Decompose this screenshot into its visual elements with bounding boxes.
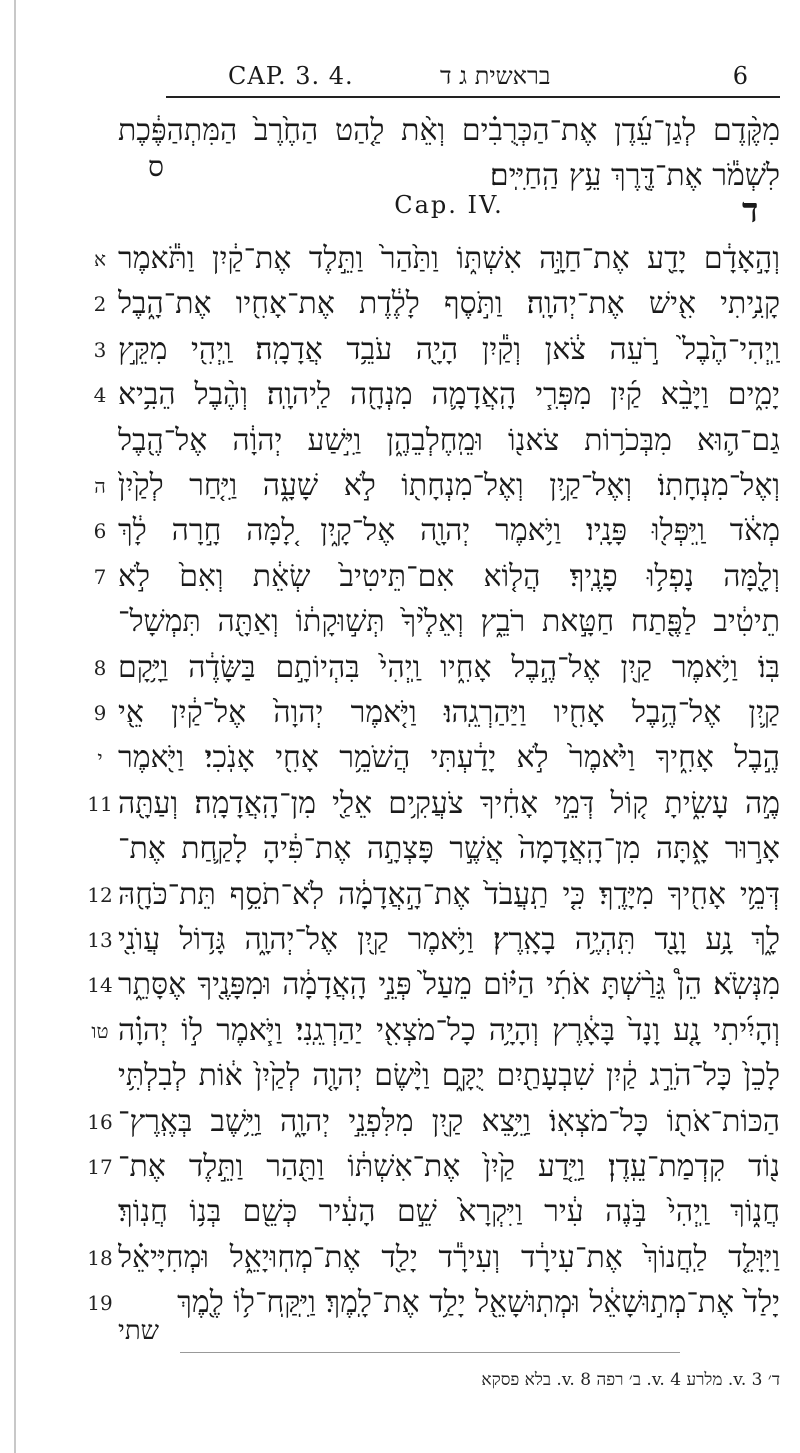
text-line: מִקֶּ֨דֶם לְגַן־עֵ֜דֶן אֶת־הַכְּרֻבִ֗ים וְאֵ֨ת לַ֤הַט הַחֶ֙רֶב֙ הַמִּתְהַפֶּ֔כֶת xyxy=(118,113,780,148)
verse-line: קָנִ֥יתִי אִ֖ישׁ אֶת־יְהוָֽה׃ וַתֹּ֣סֶף לָלֶ֔דֶת אֶת־אָחִ֖יו אֶת־הָ֑בֶל xyxy=(118,286,780,321)
header-rule xyxy=(166,96,780,98)
running-head-hebrew: בראשית ג ד xyxy=(440,62,551,90)
verse-number: י xyxy=(97,746,103,770)
verse-line: חֲנ֑וֹךְ וַֽיְהִי֙ בֹּ֣נֶה עִ֔יר וַיִּקְרָא֙ שֵׁ֣ם הָעִ֔יר כְּשֵׁ֖ם בְּנ֥וֹ חֲנֽוֹךְ׃ xyxy=(118,1194,780,1229)
verse-number: 16 xyxy=(87,1110,113,1134)
page-edge xyxy=(0,0,22,1453)
verse-line: דְּמֵ֥י אָחִ֖יךָ מִיָּדֶֽךָ׃ כִּ֤י תַֽעֲבֹד֙ אֶת־הָ֣אֲדָמָ֔ה לֹֽא־תֹסֵ֥ף תֵּת־כֹּחָ֖הּ xyxy=(118,877,780,912)
footnote-rule xyxy=(180,1352,680,1353)
verse-line: בּֽוֹ׃ וַיֹּ֥אמֶר קַ֖יִן אֶל־הֶ֣בֶל אָחִ֑יו וַֽיְהִי֙ בִּהְיוֹתָ֣ם בַּשָּׂדֶ֔ה וַיָּ֥קָם xyxy=(118,650,780,685)
carryover-text xyxy=(118,108,780,198)
verse-line: תֵיטִ֔יב לַפֶּ֖תַח חַטָּ֣את רֹבֵ֑ץ וְאֵלֶ֙יךָ֙ תְּשׁ֣וּקָת֔וֹ וְאַתָּ֖ה תִּמְשָׁל־ xyxy=(118,604,780,639)
running-head-cap: CAP. 3. 4. xyxy=(228,62,354,90)
verse-number: 11 xyxy=(87,792,113,816)
running-head xyxy=(150,62,748,94)
footnote: ד׳ v. 3. מלרע v. 4. ב׳ רפה v. 8. בלא פסקא xyxy=(481,1370,780,1390)
verse-line: וַֽיְהִי־הֶ֙בֶל֙ רֹ֣עֵה צֹ֔אן וְקַ֕יִן הָיָ֖ה עֹבֵ֥ד אֲדָמָֽה׃ וַֽיְהִ֖י מִקֵּ֣ץ xyxy=(118,332,780,367)
verse-number: טו xyxy=(91,1019,109,1043)
verse-number: 19 xyxy=(87,1291,113,1315)
verse-line: מֶ֣ה עָשִׂ֑יתָ ק֚וֹל דְּמֵ֣י אָחִ֔יךָ צֹעֲקִ֥ים אֵלַ֖י מִן־הָֽאֲדָמָֽה׃ וְעַתָּ֖ה xyxy=(118,786,780,821)
verse-number: 12 xyxy=(87,883,113,907)
verse-number: א xyxy=(93,247,106,271)
verse-line: וְלָ֖מָּה נָפְל֥וּ פָנֶֽיךָ׃ הֲל֤וֹא אִם־תֵּיטִיב֙ שְׂאֵ֔ת וְאִם֙ לֹ֣א xyxy=(118,559,780,594)
verse-line: לָכֵן֙ כָּל־הֹרֵ֣ג קַ֔יִן שִׁבְעָתַ֖יִם יֻקָּ֑ם וַיָּ֨שֶׂם יְהוָ֤ה לְקַ֙יִן֙ א֔וֹת לְבִלְתִּ֥י xyxy=(118,1058,780,1093)
catchword: שתי xyxy=(118,1316,160,1346)
verse-line: וְהָיִ֜יתִי נָ֤ע וָנָד֙ בָּאָ֔רֶץ וְהָיָ֥ה כָל־מֹצְאִ֖י יַהַרְגֵֽנִי׃ וַיֹּ֧אמֶר ל֣וֹ יְהוָ֗ה xyxy=(118,1013,780,1048)
verse-number: 8 xyxy=(93,656,107,680)
verse-number: 18 xyxy=(87,1246,113,1270)
verse-line: וְאֶל־מִנְחָתֽוֹ׃ וְאֶל־קַ֥יִן וְאֶל־מִנְחָת֖וֹ לֹ֣א שָׁעָ֑ה וַיִּ֤חַר לְקַ֙יִן֙ xyxy=(118,468,780,503)
verse-line: גַם־ה֛וּא מִבְּכֹר֥וֹת צֹאנ֖וֹ וּמֵֽחֶלְבֵהֶ֑ן וַיִּ֣שַׁע יְהוָ֔ה אֶל־הֶ֖בֶל xyxy=(118,423,780,458)
verse-line: נ֖וֹד קִדְמַת־עֵֽדֶן׃ וַיֵּ֤דַע קַ֙יִן֙ אֶת־אִשְׁתּ֔וֹ וַתַּ֖הַר וַתֵּ֣לֶד אֶת־ xyxy=(118,1149,780,1184)
verse-line: הֶ֣בֶל אָחִ֑יךָ וַיֹּ֙אמֶר֙ לֹ֣א יָדַ֔עְתִּי הֲשֹׁמֵ֥ר אָחִ֖י אָנֹֽכִי׃ וַיֹּ֖אמֶר xyxy=(118,740,780,775)
verse-line: אָר֣וּר אָ֑תָּה מִן־הָֽאֲדָמָה֙ אֲשֶׁ֣ר פָּצְתָ֣ה אֶת־פִּ֔יהָ לָקַ֛חַת אֶת־ xyxy=(118,831,780,866)
verse-number: 17 xyxy=(87,1155,113,1179)
verse-number: 14 xyxy=(87,973,113,997)
chapter-letter: ד xyxy=(742,191,759,231)
setuma-mark: ס xyxy=(148,150,164,183)
verse-line: קַ֛יִן אֶל־הֶ֥בֶל אָחִ֖יו וַיַּהַרְגֵֽהוּ׃ וַיֹּ֤אמֶר יְהוָה֙ אֶל־קַ֔יִן אֵ֖י xyxy=(118,695,780,730)
chapter-heading: Cap. IV. xyxy=(394,191,504,219)
verse-number: 6 xyxy=(93,519,107,543)
page-number: 6 xyxy=(732,62,748,90)
verse-line: מְאֹ֔ד וַֽיִּפְּל֖וּ פָּנָֽיו׃ וַיֹּ֥אמֶר יְהוָ֖ה אֶל־קָ֑יִן לָ֚מָּה חָ֣רָה לָ֔ךְ xyxy=(118,513,780,548)
verse-line: מִנְּשֹֽׂא׃ הֵן֩ גֵּרַ֨שְׁתָּ אֹתִ֜י הַיּ֗וֹם מֵעַל֙ פְּנֵ֣י הָֽאֲדָמָ֔ה וּמִפָּנֶ֖יךָ אֶסָּתֵ֑ר xyxy=(118,967,780,1002)
verse-line: וַיִּוָּלֵ֤ד לַֽחֲנוֹךְ֙ אֶת־עִירָ֔ד וְעִירָ֕ד יָלַ֖ד אֶת־מְחֽוּיָאֵ֑ל וּמְחִיָּיאֵ֗ל xyxy=(118,1240,780,1275)
verse-line: לָ֑ךְ נָ֥ע וָנָ֖ד תִּֽהְיֶ֥ה בָאָֽרֶץ׃ וַיֹּ֥אמֶר קַ֖יִן אֶל־יְהוָ֑ה גָּד֥וֹל עֲוֺנִ֖י xyxy=(118,922,780,957)
verse-number: 4 xyxy=(93,383,107,407)
verse-line: יָלַד֙ אֶת־מְת֣וּשָׁאֵ֔ל וּמְתֽוּשָׁאֵ֖ל יָלַ֥ד אֶת־לָֽמֶךְ׃ וַיִּֽקַּֽח־ל֥וֹ לֶ֖מֶךְ xyxy=(177,1285,780,1320)
verse-number: 7 xyxy=(93,565,107,589)
verse-line: הַכּוֹת־אֹת֖וֹ כָּל־מֹצְאֽוֹ׃ וַיֵּ֥צֵא קַ֖יִן מִלִּפְנֵ֣י יְהוָ֑ה וַיֵּ֥שֶׁב בְּאֶֽרֶץ־ xyxy=(118,1104,780,1139)
text-line: לִשְׁמֹ֕ר אֶת־דֶּ֖רֶךְ עֵ֥ץ הַֽחַיִּֽים׃ xyxy=(489,158,780,193)
verse-line: יָמִ֑ים וַיָּבֵ֨א קַ֜יִן מִפְּרִ֧י הָֽאֲדָמָ֛ה מִנְחָ֖ה לַֽיהוָֽה׃ וְהֶ֨בֶל הֵבִ֥יא xyxy=(118,377,780,412)
verse-number: 9 xyxy=(93,701,107,725)
verse-number: 13 xyxy=(87,928,113,952)
verse-number: 3 xyxy=(93,338,107,362)
verse-number: ה xyxy=(94,474,106,498)
verse-line: וְהָ֣אָדָ֔ם יָדַ֖ע אֶת־חַוָּ֣ה אִשְׁתּ֑וֹ וַתַּ֙הַר֙ וַתֵּ֣לֶד אֶת־קַ֔יִן וַתֹּ֕אמֶר xyxy=(118,241,780,276)
verse-number: 2 xyxy=(93,292,107,316)
